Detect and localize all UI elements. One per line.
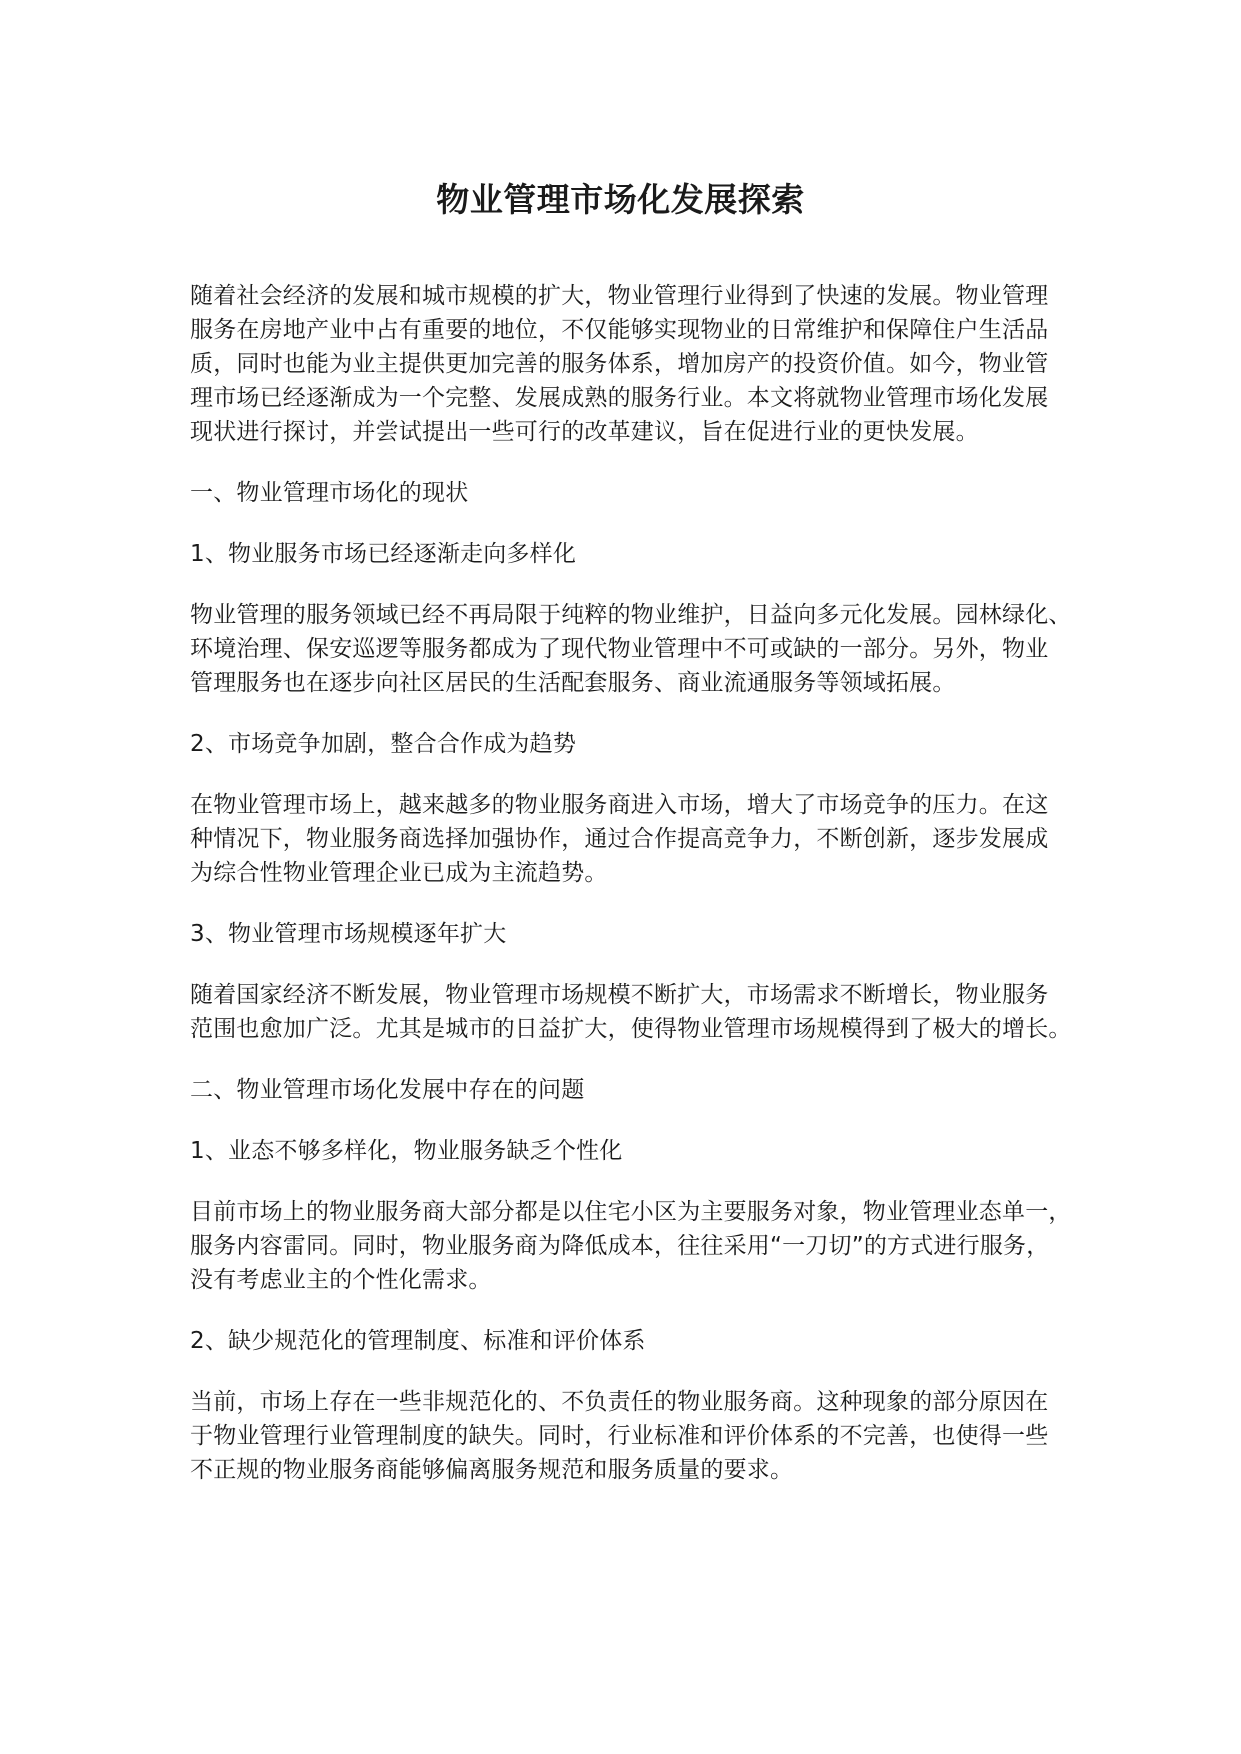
paragraph-line: 种情况下，物业服务商选择加强协作，通过合作提高竞争力，不断创新，逐步发展成 [190, 826, 1049, 852]
subsection-heading-1-2: 2、市场竞争加剧，整合合作成为趋势 [190, 731, 577, 757]
paragraph-line: 范围也愈加广泛。尤其是城市的日益扩大，使得物业管理市场规模得到了极大的增长。 [190, 1016, 1072, 1042]
section-heading-2: 二、物业管理市场化发展中存在的问题 [190, 1077, 585, 1103]
paragraph-line: 物业管理的服务领域已经不再局限于纯粹的物业维护，日益向多元化发展。园林绿化、 [190, 602, 1072, 628]
paragraph-line: 随着国家经济不断发展，物业管理市场规模不断扩大，市场需求不断增长，物业服务 [190, 982, 1049, 1008]
subsection-heading-2-1: 1、业态不够多样化，物业服务缺乏个性化 [190, 1138, 623, 1164]
paragraph-line: 为综合性物业管理企业已成为主流趋势。 [190, 860, 608, 886]
paragraph-line: 环境治理、保安巡逻等服务都成为了现代物业管理中不可或缺的一部分。另外，物业 [190, 636, 1049, 662]
paragraph-line: 于物业管理行业管理制度的缺失。同时，行业标准和评价体系的不完善，也使得一些 [190, 1423, 1049, 1449]
subsection-heading-1-3: 3、物业管理市场规模逐年扩大 [190, 921, 507, 947]
paragraph-line: 当前，市场上存在一些非规范化的、不负责任的物业服务商。这种现象的部分原因在 [190, 1389, 1049, 1415]
paragraph-line: 服务内容雷同。同时，物业服务商为降低成本，往往采用“一刀切”的方式进行服务， [190, 1233, 1050, 1259]
paragraph-line: 在物业管理市场上，越来越多的物业服务商进入市场，增大了市场竞争的压力。在这 [190, 792, 1049, 818]
document-title: 物业管理市场化发展探索 [436, 180, 805, 219]
intro-line-5: 现状进行探讨，并尝试提出一些可行的改革建议，旨在促进行业的更快发展。 [190, 419, 979, 445]
intro-line-4: 理市场已经逐渐成为一个完整、发展成熟的服务行业。本文将就物业管理市场化发展 [190, 385, 1049, 411]
intro-line-2: 服务在房地产业中占有重要的地位，不仅能够实现物业的日常维护和保障住户生活品 [190, 317, 1049, 343]
intro-line-3: 质，同时也能为业主提供更加完善的服务体系，增加房产的投资价值。如今，物业管 [190, 351, 1049, 377]
paragraph-line: 目前市场上的物业服务商大部分都是以住宅小区为主要服务对象，物业管理业态单一， [190, 1199, 1072, 1225]
subsection-heading-2-2: 2、缺少规范化的管理制度、标准和评价体系 [190, 1328, 646, 1354]
paragraph-line: 管理服务也在逐步向社区居民的生活配套服务、商业流通服务等领域拓展。 [190, 670, 956, 696]
paragraph-line: 没有考虑业主的个性化需求。 [190, 1267, 492, 1293]
intro-line-1: 随着社会经济的发展和城市规模的扩大，物业管理行业得到了快速的发展。物业管理 [190, 283, 1049, 309]
paragraph-line: 不正规的物业服务商能够偏离服务规范和服务质量的要求。 [190, 1457, 794, 1483]
section-heading-1: 一、物业管理市场化的现状 [190, 480, 469, 506]
subsection-heading-1-1: 1、物业服务市场已经逐渐走向多样化 [190, 541, 577, 567]
